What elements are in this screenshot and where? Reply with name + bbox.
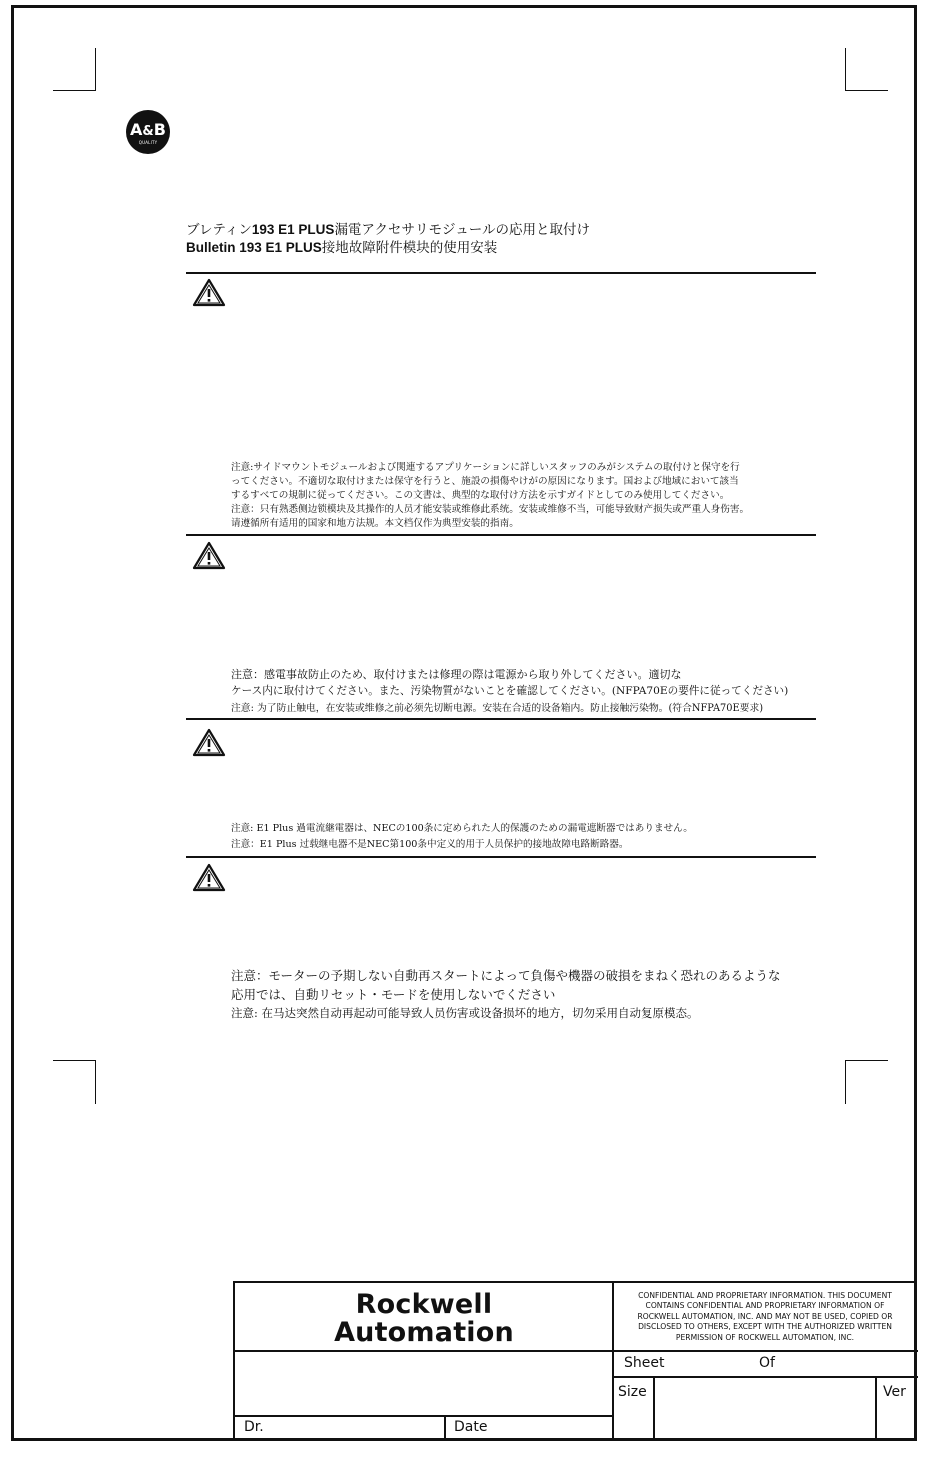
warning-triangle-icon [192, 728, 226, 758]
of-label: Of [759, 1355, 775, 1371]
allen-bradley-logo [126, 110, 170, 154]
document-title [186, 221, 590, 257]
warning-triangle-icon [192, 541, 226, 571]
size-label: Size [618, 1384, 647, 1400]
crop-mark-bottom-left [53, 1060, 96, 1104]
section-divider [186, 272, 816, 274]
warning-note-4: 注意：モーターの予期しない自動再スタートによって負傷や機器の破損をまねく恐れのあるような 応用では、自動リセット・モードを使用しないでください 注意: 在马达突然自动再起动可能导致人员伤害或设备损坏的地方，切勿采用自动复原模态。 [231, 968, 781, 1020]
crop-mark-bottom-right [845, 1060, 888, 1104]
ver-label: Ver [883, 1384, 906, 1400]
date-label: Date [454, 1419, 488, 1435]
confidential-notice: CONFIDENTIAL AND PROPRIETARY INFORMATION. THIS DOCUMENT CONTAINS CONFIDENTIAL AND PROPRIETARY INFORMATION OF ROCKWELL AUTOMATION, INC. AND MAY NOT BE USED, COPIED OR DISCLOSED TO OTHERS, EXCEPT WITH THE AUTHORIZED WRITTEN PERMISSION OF ROCKWELL AUTOMATION, INC. [637, 1291, 893, 1342]
warning-triangle-icon [192, 278, 226, 308]
rockwell-automation-logo: Rockwell Automation [334, 1289, 514, 1348]
tb-divider [235, 1415, 614, 1417]
sheet-label: Sheet [624, 1355, 665, 1371]
drawn-by-label: Dr. [244, 1419, 264, 1435]
tb-divider [875, 1376, 877, 1441]
section-divider [186, 856, 816, 858]
section-divider [186, 534, 816, 536]
tb-divider [612, 1376, 918, 1378]
title-line-chinese: Bulletin 193 E1 PLUS接地故障附件模块的使用安装 [186, 240, 498, 256]
title-line-japanese: ブレティン193 E1 PLUS漏電アクセサリモジュールの応用と取付け [186, 222, 590, 238]
logo-subtext: QUALITY [138, 139, 158, 145]
title-block [233, 1281, 916, 1439]
tb-divider [444, 1415, 446, 1441]
logo-letters: A&B [130, 119, 166, 139]
section-divider [186, 718, 816, 720]
tb-divider [653, 1376, 655, 1441]
warning-triangle-icon [192, 863, 226, 893]
warning-note-3: 注意: E1 Plus 過電流継電器は、NECの100条に定められた人的保護のための漏電遮断器ではありません。 注意：E1 Plus 过载继电器不是NEC第100条中定义的用于人员保护的接地故障电路断路器。 [231, 823, 693, 850]
tb-divider [235, 1350, 918, 1352]
warning-note-1: 注意:サイドマウントモジュールおよび関連するアプリケーションに詳しいスタッフのみがシステムの取付けと保守を行 ってください。不適切な取付けまたは保守を行うと、施設の損傷やけがの原因になります。国および地域において該当 するすべての規制に従ってください。この文書は、典型的な取付け方法を示すガイドとしてのみ使用してください。 注意：只有熟悉侧边锁模块及其操作的人员才能安装或维修此系统。安装或维修不当，可能导致财产损失或严重人身伤害。 请遵循所有适用的国家和地方法规。本文档仅作为典型安装的指南。 [231, 462, 750, 529]
crop-mark-top-right [845, 48, 888, 91]
crop-mark-top-left [53, 48, 96, 91]
warning-note-2: 注意：感電事故防止のため、取付けまたは修理の際は電源から取り外してください。適切な ケース内に取付けてください。また、汚染物質がないことを確認してください。(NFPA70Eの要件に従ってください) 注意: 为了防止触电，在安装或维修之前必须先切断电源。安装在合适的设备箱内。防止接触污染物。(符合NFPA70E要求) [231, 668, 789, 714]
